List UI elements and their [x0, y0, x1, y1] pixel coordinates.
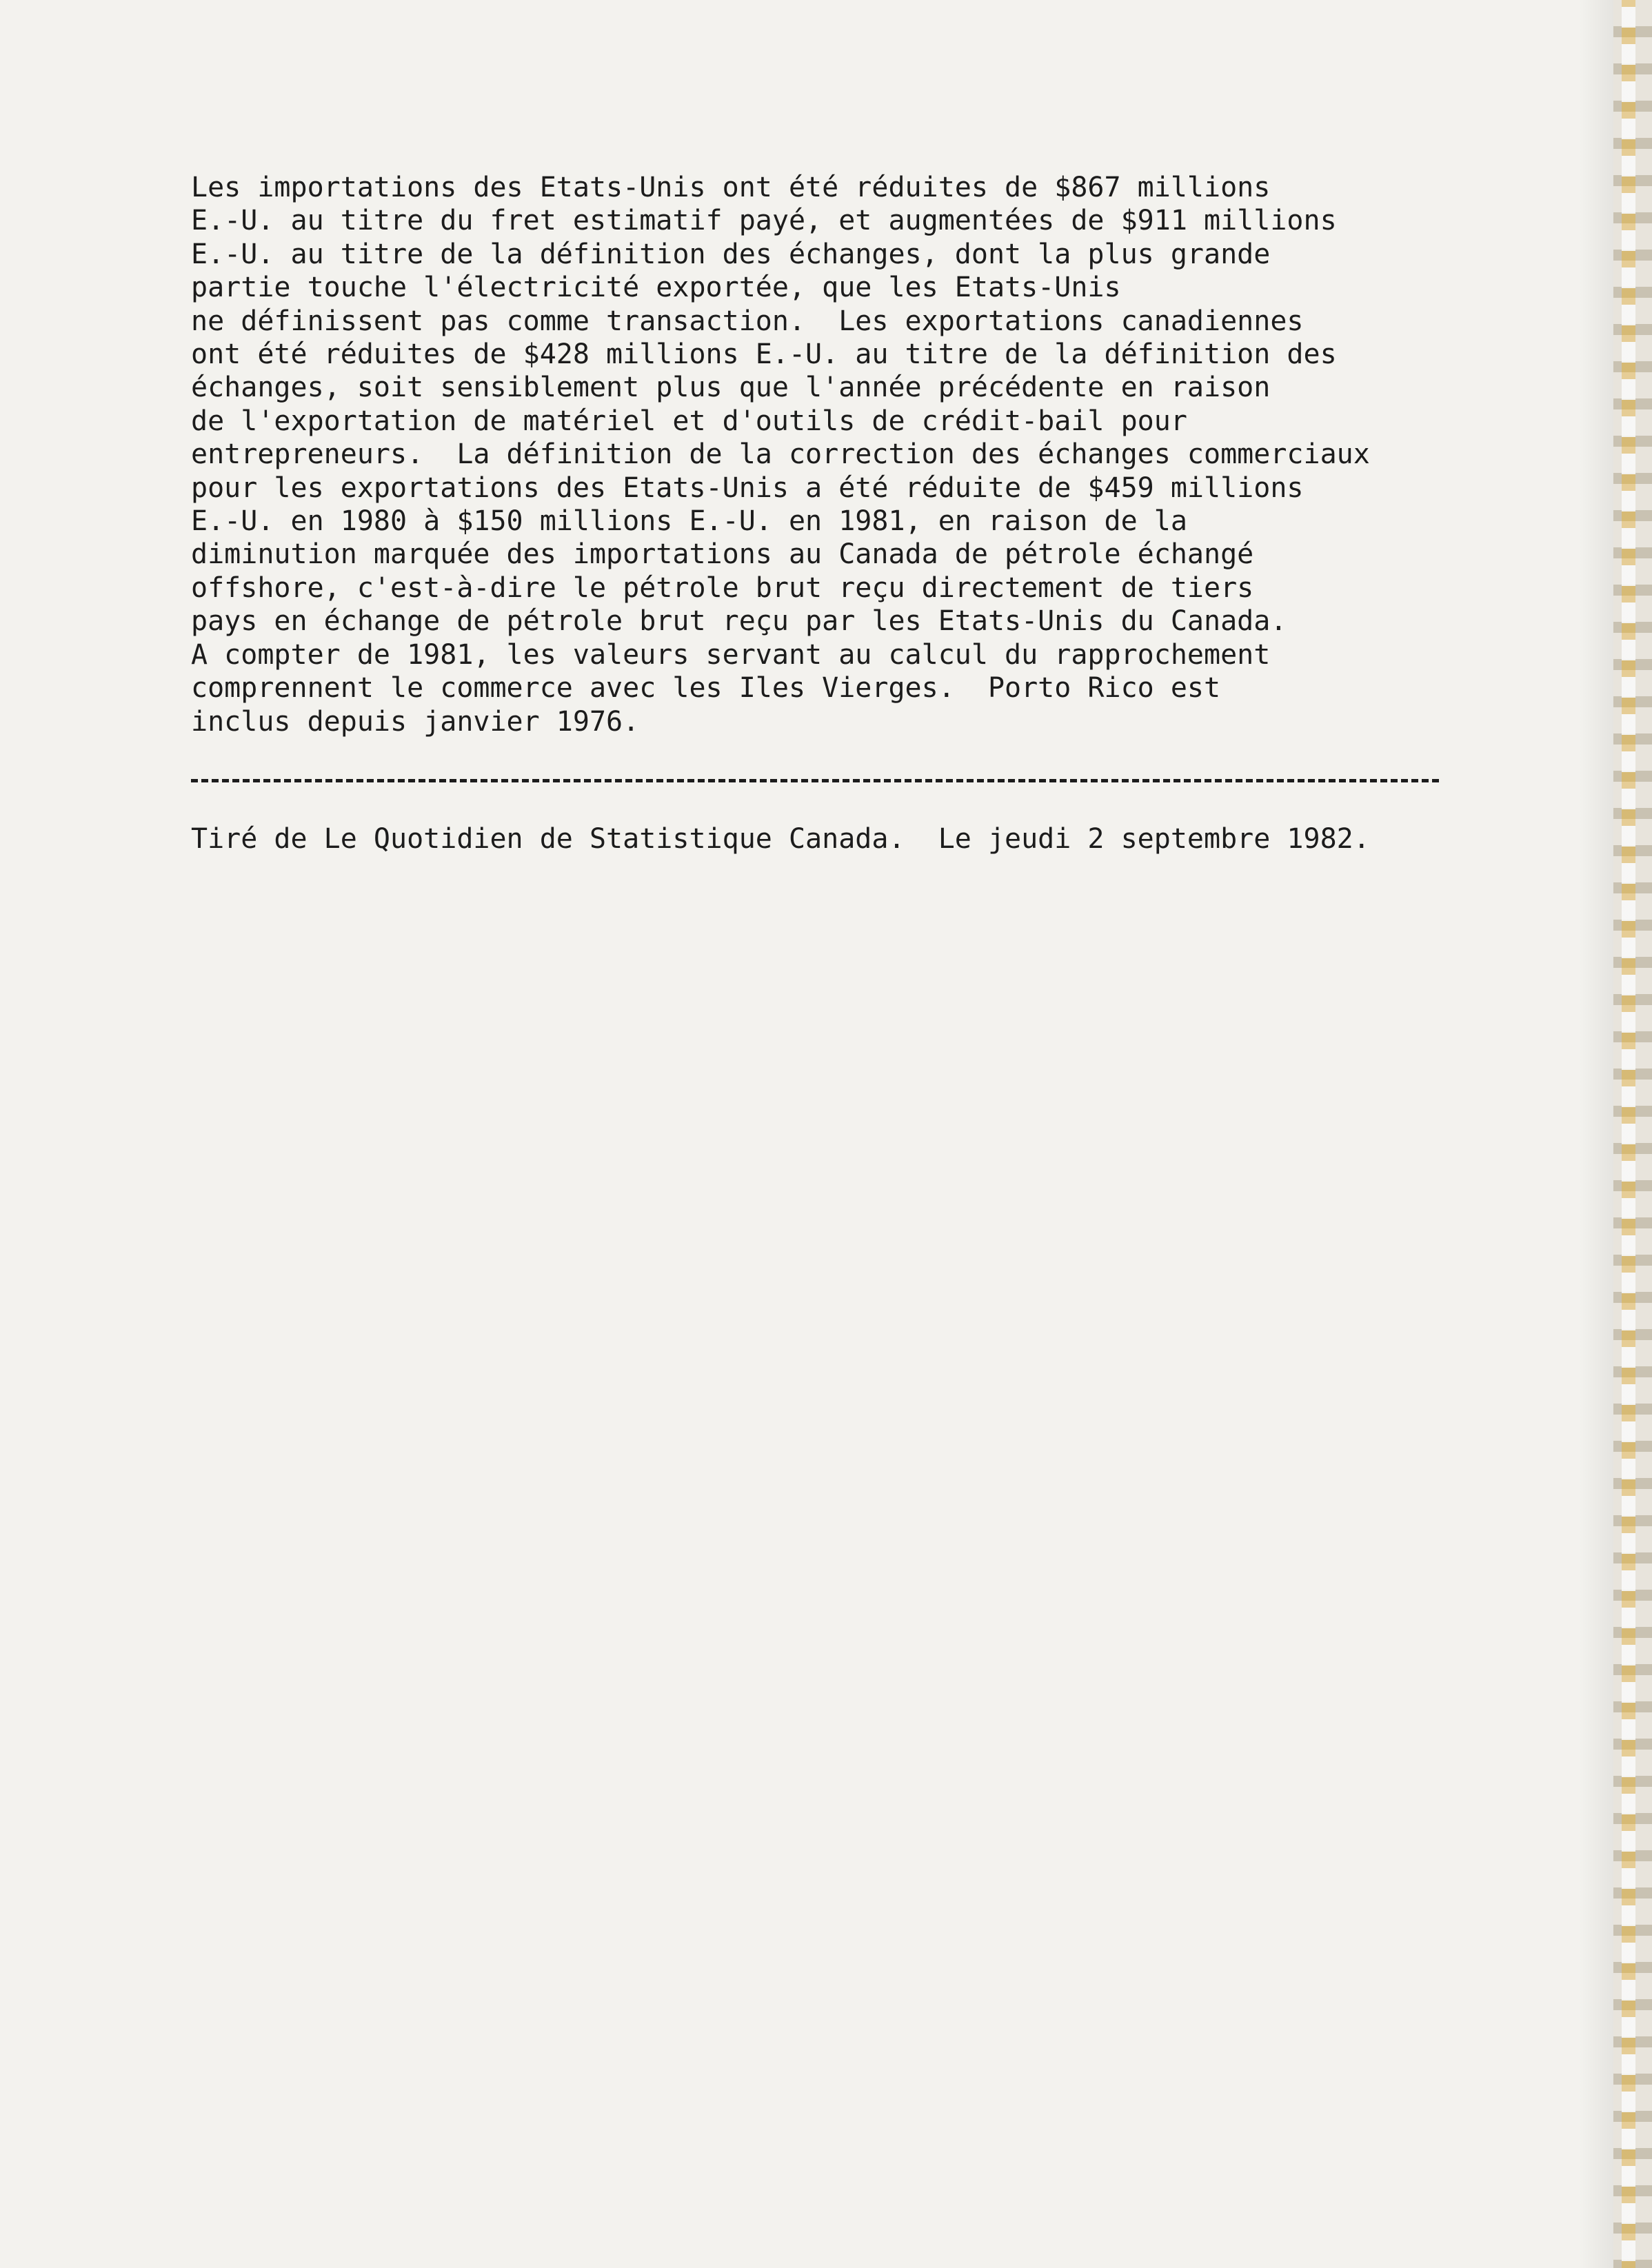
- paragraph-line: A compter de 1981, les valeurs servant au calcul du rapprochement: [191, 638, 1271, 671]
- paragraph-line: Les importations des Etats-Unis ont été réduites de $867 millions: [191, 172, 1271, 203]
- paragraph-line: partie touche l'électricité exportée, que les Etats-Unis: [191, 272, 1121, 304]
- paragraph-line: échanges, soit sensiblement plus que l'année précédente en raison: [191, 372, 1271, 404]
- paragraph-line: ne définissent pas comme transaction. Les exportations canadiennes: [191, 305, 1304, 337]
- paragraph-line: offshore, c'est-à-dire le pétrole brut reçu directement de tiers: [191, 571, 1254, 604]
- paragraph-line: comprennent le commerce avec les Iles Vierges. Porto Rico est: [191, 672, 1221, 705]
- paragraph-line: entrepreneurs. La définition de la correction des échanges commerciaux: [191, 438, 1370, 471]
- paragraph-line: E.-U. au titre de la définition des échanges, dont la plus grande: [191, 238, 1271, 270]
- paragraph-line: ont été réduites de $428 millions E.-U. au titre de la définition des: [191, 338, 1337, 371]
- separator-rule: [191, 779, 1439, 782]
- binding-coil: [1622, 0, 1635, 2268]
- body-paragraph: [191, 171, 1446, 738]
- paragraph-line: diminution marquée des importations au Canada de pétrole échangé: [191, 538, 1254, 571]
- paragraph-line: inclus depuis janvier 1976.: [191, 705, 640, 738]
- paragraph-line: E.-U. au titre du fret estimatif payé, et augmentées de $911 millions: [191, 205, 1337, 237]
- paragraph-line: E.-U. en 1980 à $150 millions E.-U. en 1981, en raison de la: [191, 505, 1187, 538]
- paragraph-line: pour les exportations des Etats-Unis a été réduite de $459 millions: [191, 472, 1304, 504]
- paragraph-line: de l'exportation de matériel et d'outils de crédit-bail pour: [191, 405, 1187, 437]
- page-edge-shadow: [1579, 0, 1613, 2268]
- paragraph-line: pays en échange de pétrole brut reçu par les Etats-Unis du Canada.: [191, 605, 1287, 638]
- source-citation: Tiré de Le Quotidien de Statistique Canada. Le jeudi 2 septembre 1982.: [191, 823, 1370, 855]
